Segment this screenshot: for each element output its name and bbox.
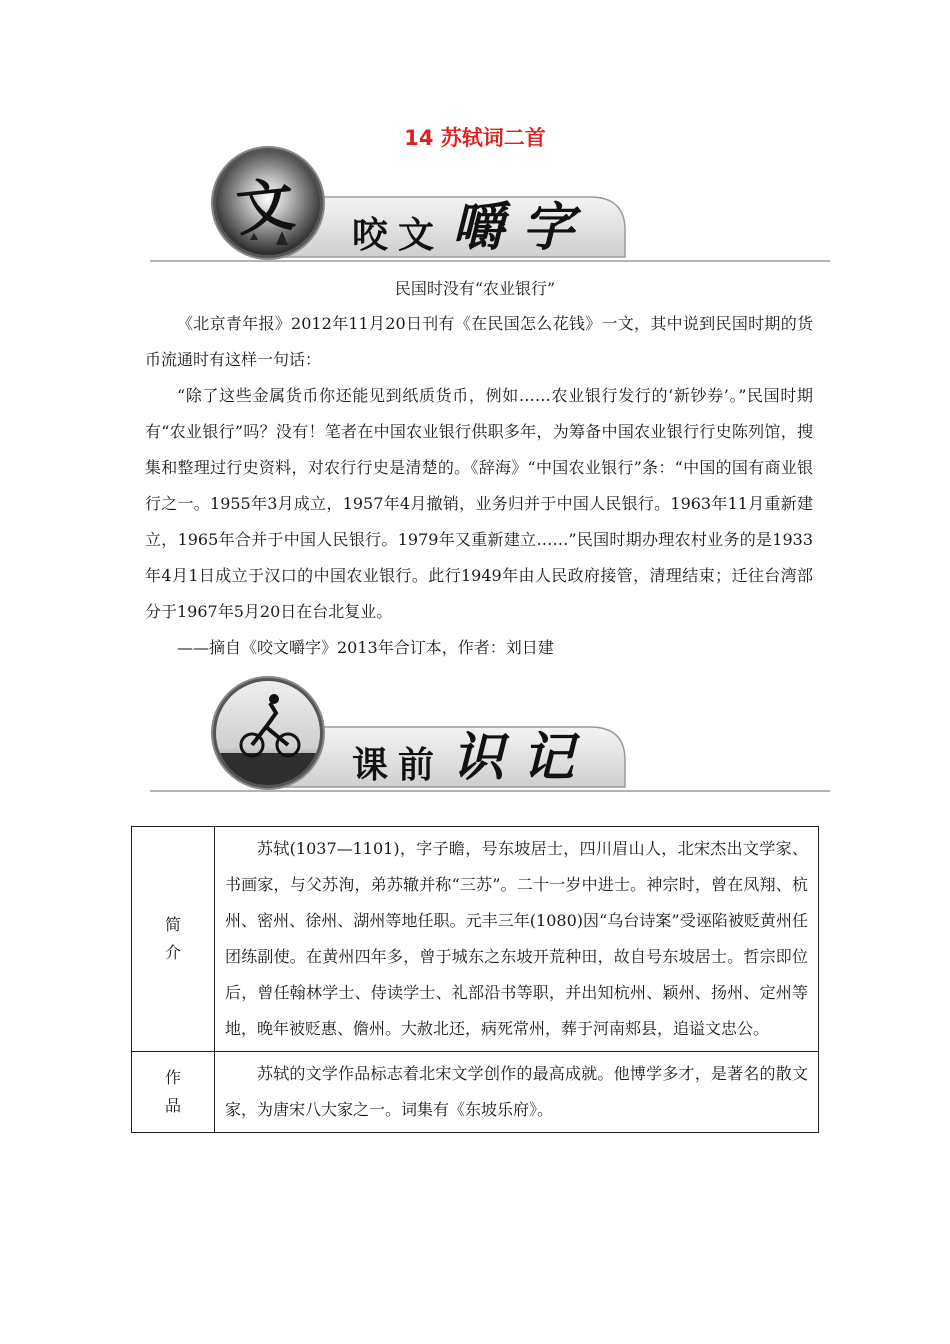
works-text: 苏轼的文学作品标志着北宋文学创作的最高成就。他博学多才，是著名的散文家，为唐宋八大家之一。词集有《东坡乐府》。: [225, 1064, 808, 1119]
banner-char-1: 咬: [352, 214, 391, 256]
page-title: 14 苏轼词二首: [404, 126, 546, 150]
row-label-works: [132, 1052, 215, 1133]
section-banner-yaowenjiaozi: [150, 145, 830, 265]
intro-text: 苏轼(1037—1101)，字子瞻，号东坡居士，四川眉山人，北宋杰出文学家、书画家，与父苏洵，弟苏辙并称“三苏”。二十一岁中进士。神宗时，曾在凤翔、杭州、密州、徐州、湖州等地任职。元丰三年(1080)因“乌台诗案”受诬陷被贬黄州任团练副使。在黄州四年多，曾于城东之东坡开荒种田，故自号东坡居士。哲宗即位后，曾任翰林学士、侍读学士、礼部沿书等职，并出知杭州、颖州、扬州、定州等地，晚年被贬惠、儋州。大赦北还，病死常州，葬于河南郏县，追谥文忠公。: [225, 839, 808, 1038]
row-label-char: 作: [164, 1068, 181, 1087]
banner-char-2: 前: [398, 744, 437, 786]
banner-char-3: 识: [452, 727, 507, 788]
article-heading: 民国时没有“农业银行”: [394, 279, 556, 298]
table-row-intro: [132, 827, 819, 1052]
article-paragraph-2: “除了这些金属货币你还能见到纸质货币，例如……农业银行发行的‘新钞券’。”民国时期有“农业银行”吗？没有！笔者在中国农业银行供职多年，为筹备中国农业银行行史陈列馆，搜集和整理过行史资料，对农行行史是清楚的。《辞海》“中国农业银行”条：“中国的国有商业银行之一。1955年3月成立，1957年4月撤销，业务归并于中国人民银行。1963年11月重新建立，1965年合并于中国人民银行。1979年又重新建立……”民国时期办理农村业务的是1933年4月1日成立于汉口的中国农业银行。此行1949年由人民政府接管，清理结束；迁往台湾部分于1967年5月20日在台北复业。: [145, 386, 813, 621]
banner-char-4: 字: [522, 197, 577, 258]
banner-char-3: 嚼: [452, 197, 507, 258]
banner-char-1: 课: [352, 744, 391, 786]
row-content-intro: [215, 827, 819, 1052]
info-table: [131, 826, 819, 1133]
row-label-intro: [132, 827, 215, 1052]
row-label-char: 简: [164, 915, 181, 934]
row-label-char: 品: [164, 1096, 181, 1115]
banner-char-4: 记: [522, 727, 577, 788]
row-label-char: 介: [164, 943, 181, 962]
section-banner-kqianshiji: [150, 675, 830, 795]
row-content-works: [215, 1052, 819, 1133]
article-paragraph-1: 《北京青年报》2012年11月20日刊有《在民国怎么花钱》一文，其中说到民国时期的货币流通时有这样一句话：: [145, 314, 813, 369]
banner-char-2: 文: [398, 214, 437, 256]
table-row-works: [132, 1052, 819, 1133]
article-source: ——摘自《咬文嚼字》2013年合订本，作者：刘日建: [177, 638, 554, 657]
banner-emblem-glyph: 文: [233, 170, 300, 244]
